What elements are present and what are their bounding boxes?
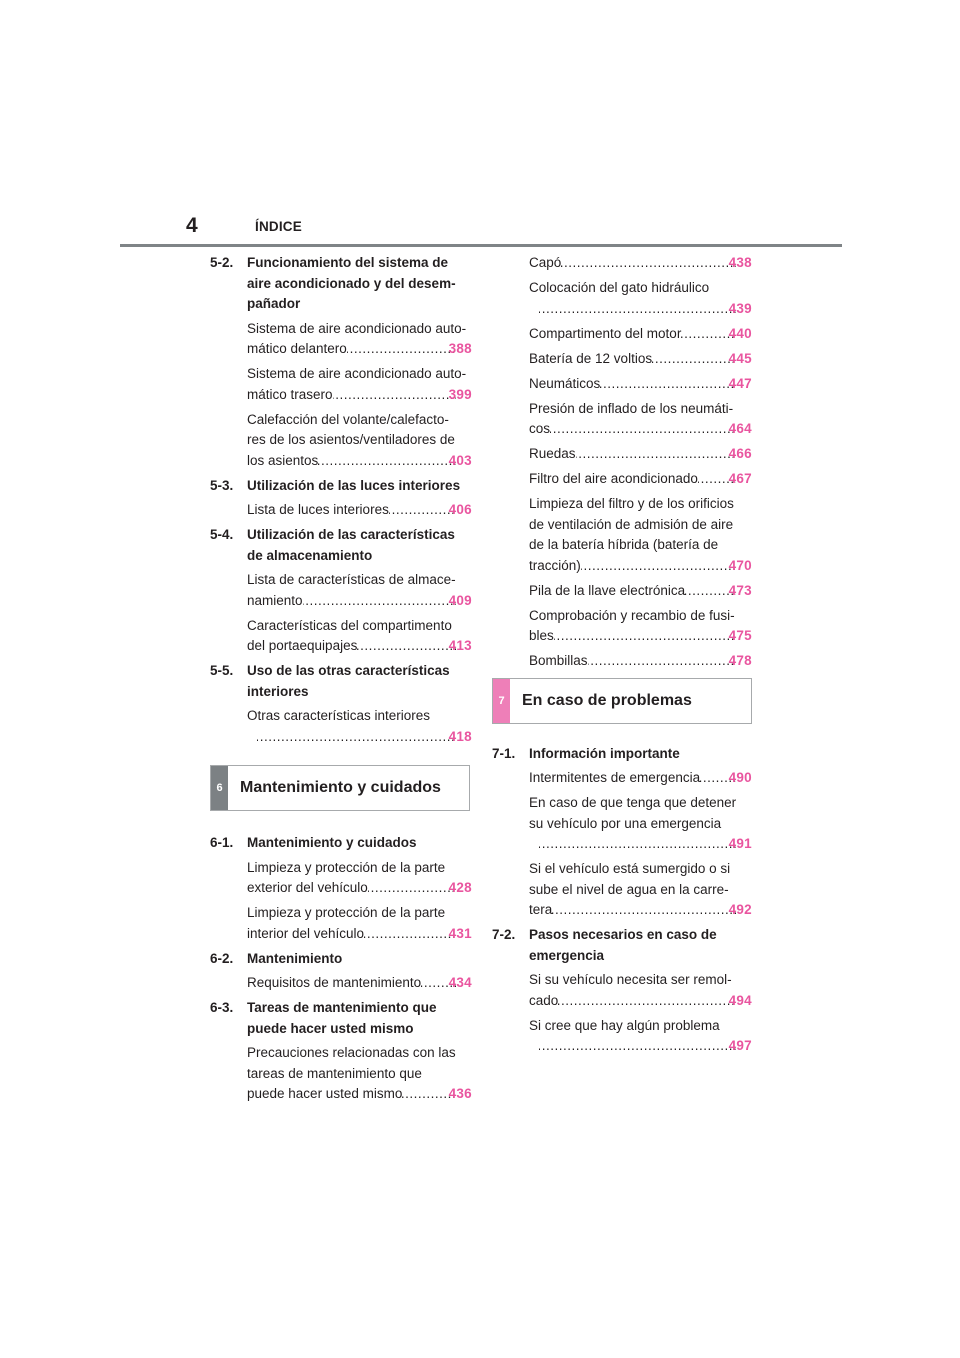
- toc-entry[interactable]: [529, 768, 752, 789]
- leader-dots: [364, 924, 455, 945]
- section-title: Mantenimiento y cuidados: [247, 835, 417, 850]
- chapter-title: Mantenimiento y cuidados: [240, 779, 441, 796]
- page-title: ÍNDICE: [255, 219, 302, 234]
- leader-dots: [402, 1084, 455, 1105]
- section-number: 5-3.: [210, 477, 234, 493]
- entry-text: Capó: [529, 255, 562, 270]
- section-title: Mantenimiento: [247, 950, 343, 966]
- page-link[interactable]: 434: [448, 975, 472, 990]
- page-link[interactable]: 447: [728, 375, 752, 391]
- leader-dots: [539, 1036, 736, 1057]
- section-heading: [210, 476, 472, 497]
- leader-dots: [357, 636, 455, 657]
- entry-text: Sistema de aire acondicionado auto-: [247, 320, 467, 336]
- header-divider: [120, 244, 842, 247]
- entry-text: de la batería híbrida (batería de: [529, 537, 719, 552]
- entry-text: cado: [529, 992, 559, 1008]
- section-number: 5-5.: [210, 663, 234, 678]
- page-link[interactable]: 388: [448, 341, 472, 356]
- toc-entry[interactable]: [247, 973, 472, 994]
- leader-dots: [539, 299, 736, 320]
- page-link[interactable]: 490: [728, 770, 752, 785]
- entry-text: Limpieza y protección de la parte: [247, 859, 446, 875]
- entry-text: namiento: [247, 592, 303, 608]
- entry-text: Sistema de aire acondicionado auto-: [247, 366, 467, 381]
- page-number: 4: [186, 214, 198, 237]
- entry-text: Limpieza y protección de la parte: [247, 905, 446, 920]
- leader-dots: [576, 444, 736, 465]
- page-link[interactable]: 403: [448, 452, 472, 468]
- entry-text: exterior del vehículo: [247, 880, 368, 895]
- page-link[interactable]: 436: [448, 1086, 472, 1101]
- toc-entry[interactable]: [247, 903, 472, 944]
- entry-text: tareas de mantenimiento que: [247, 1065, 422, 1081]
- entry-text: Calefacción del volante/calefacto-: [247, 411, 449, 427]
- entry-text: Lista de características de almace-: [247, 572, 456, 587]
- leader-dots: [558, 991, 735, 1012]
- toc-entry[interactable]: [529, 253, 752, 274]
- leader-dots: [539, 834, 736, 855]
- toc-column-right: [492, 253, 752, 1061]
- section-number: 7-2.: [492, 927, 516, 942]
- entry-text: mático trasero: [247, 386, 333, 402]
- entry-text: mático delantero: [247, 341, 347, 356]
- toc-entry[interactable]: [247, 410, 472, 472]
- leader-dots: [389, 500, 456, 521]
- entry-text: los asientos: [247, 452, 319, 468]
- section-title: Tareas de mantenimiento que puede hacer usted mismo: [247, 1000, 437, 1036]
- page-link[interactable]: 464: [728, 421, 752, 436]
- entry-text: Colocación del gato hidráulico: [529, 280, 710, 295]
- page-link[interactable]: 418: [448, 728, 472, 744]
- toc-entry[interactable]: [247, 500, 472, 521]
- leader-dots: [561, 253, 735, 274]
- page-link[interactable]: 491: [728, 836, 752, 851]
- section-number: 6-1.: [210, 835, 234, 850]
- entry-text: Presión de inflado de los neumáti-: [529, 400, 734, 416]
- section-heading: [210, 949, 472, 970]
- section-number: 7-1.: [492, 745, 516, 761]
- chapter-tab: 7: [493, 679, 510, 723]
- chapter-title: En caso de problemas: [522, 691, 692, 709]
- entry-text: Bombillas: [529, 653, 588, 668]
- entry-text: res de los asientos/ventiladores de: [247, 432, 455, 447]
- entry-text: bles: [529, 628, 554, 643]
- toc-entry[interactable]: [247, 364, 472, 405]
- entry-text: Neumáticos: [529, 375, 601, 391]
- section-title: Utilización de las luces interiores: [247, 477, 461, 493]
- toc-entry[interactable]: [247, 616, 472, 657]
- page-link[interactable]: 473: [728, 582, 752, 598]
- chapter-heading-7[interactable]: [492, 678, 752, 724]
- page-link[interactable]: 409: [448, 592, 472, 608]
- toc-entry[interactable]: [247, 1043, 472, 1105]
- entry-text: Compartimento del motor: [529, 325, 682, 341]
- leader-dots: [303, 591, 456, 612]
- entry-text: Requisitos de mantenimiento: [247, 975, 422, 990]
- page-link[interactable]: 399: [448, 386, 472, 402]
- leader-dots: [554, 626, 736, 647]
- page-link[interactable]: 467: [728, 471, 752, 486]
- toc-entry[interactable]: [529, 278, 752, 319]
- entry-text: del portaequipajes: [247, 638, 358, 653]
- page-link[interactable]: 497: [728, 1038, 752, 1053]
- entry-text: Características del compartimento: [247, 617, 452, 633]
- page-link[interactable]: 440: [728, 325, 752, 341]
- toc-entry[interactable]: [247, 570, 472, 611]
- section-title: Información importante: [529, 745, 680, 761]
- entry-text: Si el vehículo está sumergido o si: [529, 861, 731, 876]
- entry-text: Precauciones relacionadas con las: [247, 1045, 456, 1060]
- chapter-tab: 6: [211, 766, 228, 810]
- entry-text: tera: [529, 902, 553, 917]
- chapter-heading-6[interactable]: [210, 765, 470, 811]
- toc-entry[interactable]: [247, 706, 472, 747]
- toc-entry[interactable]: [529, 859, 752, 921]
- leader-dots: [685, 581, 735, 602]
- page-link[interactable]: 428: [448, 880, 472, 895]
- toc-entry[interactable]: [247, 858, 472, 899]
- entry-text: Filtro del aire acondicionado: [529, 471, 698, 486]
- entry-text: puede hacer usted mismo: [247, 1086, 403, 1101]
- leader-dots: [318, 451, 455, 472]
- entry-text: Si cree que hay algún problema: [529, 1017, 720, 1033]
- entry-text: sube el nivel de agua en la carre-: [529, 881, 729, 897]
- page-link[interactable]: 492: [728, 902, 752, 917]
- page-link[interactable]: 445: [728, 350, 752, 366]
- section-heading: [210, 253, 472, 315]
- toc-entry[interactable]: [529, 494, 752, 576]
- page-link[interactable]: 466: [728, 446, 752, 461]
- page-link[interactable]: 439: [728, 300, 752, 316]
- entry-text: Pila de la llave electrónica: [529, 582, 686, 598]
- entry-text: Ruedas: [529, 446, 576, 461]
- section-number: 5-4.: [210, 527, 234, 542]
- page-link[interactable]: 431: [448, 925, 472, 941]
- toc-entry[interactable]: [529, 970, 752, 1011]
- section-heading: [210, 661, 472, 702]
- entry-text: cos: [529, 421, 551, 436]
- toc-entry[interactable]: [529, 324, 752, 345]
- leader-dots: [368, 878, 456, 899]
- toc-entry[interactable]: [529, 581, 752, 602]
- leader-dots: [257, 727, 456, 748]
- toc-entry[interactable]: [529, 606, 752, 647]
- toc-entry[interactable]: [529, 399, 752, 440]
- page-link[interactable]: 413: [448, 638, 472, 653]
- entry-text: Batería de 12 voltios: [529, 350, 653, 366]
- entry-text: su vehículo por una emergencia: [529, 815, 722, 831]
- toc-entry[interactable]: [529, 651, 752, 672]
- entry-text: de ventilación de admisión de aire: [529, 516, 734, 532]
- section-heading: [210, 833, 472, 854]
- page-link[interactable]: 494: [728, 992, 752, 1008]
- section-heading: [210, 525, 472, 566]
- section-heading: [492, 744, 752, 765]
- section-number: 6-3.: [210, 1000, 234, 1015]
- toc-entry[interactable]: [529, 469, 752, 490]
- leader-dots: [552, 900, 735, 921]
- entry-text: Intermitentes de emergencia: [529, 770, 701, 785]
- entry-text: Lista de luces interiores: [247, 502, 389, 517]
- page-link[interactable]: 438: [728, 255, 752, 270]
- page-link[interactable]: 470: [728, 557, 752, 573]
- section-number: 5-2.: [210, 255, 234, 270]
- section-title: Uso de las otras características interiores: [247, 663, 450, 699]
- toc-entry[interactable]: [529, 1016, 752, 1057]
- section-title: Pasos necesarios en caso de emergencia: [529, 927, 717, 963]
- toc-entry[interactable]: [529, 444, 752, 465]
- entry-text: En caso de que tenga que detener: [529, 795, 737, 810]
- entry-text: Comprobación y recambio de fusi-: [529, 607, 735, 623]
- page-link[interactable]: 406: [448, 502, 472, 517]
- section-number: 6-2.: [210, 950, 234, 966]
- leader-dots: [652, 349, 735, 370]
- toc-column-left: [210, 253, 472, 1109]
- entry-text: tracción): [529, 557, 581, 573]
- entry-text: Si su vehículo necesita ser remol-: [529, 972, 732, 987]
- page-link[interactable]: 475: [728, 628, 752, 643]
- leader-dots: [581, 556, 736, 577]
- leader-dots: [681, 324, 735, 345]
- entry-text: Otras características interiores: [247, 708, 431, 723]
- toc-entry[interactable]: [247, 319, 472, 360]
- toc-entry[interactable]: [529, 374, 752, 395]
- entry-text: Limpieza del filtro y de los orificios: [529, 496, 734, 511]
- leader-dots: [347, 339, 456, 360]
- section-heading: [492, 925, 752, 966]
- section-title: Utilización de las características de almacenamiento: [247, 527, 455, 563]
- toc-entry[interactable]: [529, 349, 752, 370]
- leader-dots: [600, 374, 735, 395]
- toc-entry[interactable]: [529, 793, 752, 855]
- section-heading: [210, 998, 472, 1039]
- page-link[interactable]: 478: [728, 653, 752, 668]
- leader-dots: [333, 385, 456, 406]
- entry-text: interior del vehículo: [247, 925, 365, 941]
- section-title: Funcionamiento del sistema de aire acondicionado y del desem-pañador: [247, 255, 456, 311]
- leader-dots: [588, 651, 736, 672]
- leader-dots: [550, 419, 736, 440]
